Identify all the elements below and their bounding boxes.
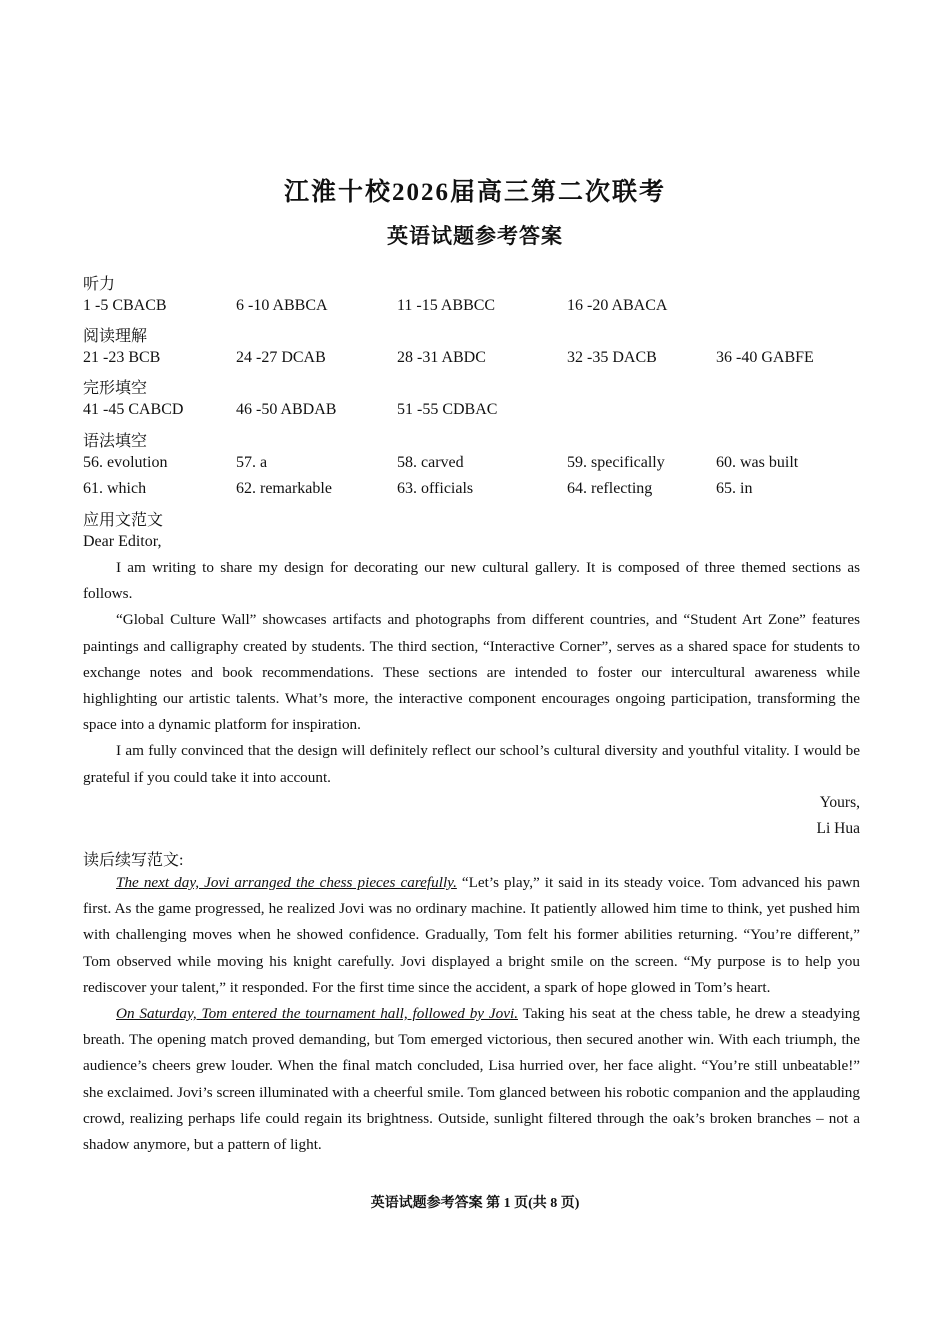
page-subtitle: 英语试题参考答案 bbox=[387, 224, 563, 248]
letter-paragraph: I am fully convinced that the design will definitely reflect our school’s cultural diversity and youthful vitality. I would be grateful if you could take it into account. bbox=[83, 742, 860, 786]
answer-item: 63. officials bbox=[397, 480, 474, 497]
answer-group: 21 -23 BCB bbox=[83, 349, 161, 366]
letter-paragraph: “Global Culture Wall” showcases artifacts and photographs from different countries, and “Student Art Zone” features paintings and calligraphy created by students. The third section, “Interactive Corner”, serves as a shared space for students to exchange notes and book recommendations. These sections are intended to foster our intercultural awareness while highlighting our artistic talents. What’s more, the interactive component encourages ongoing participation, transforming the space into a dynamic platform for inspiration. bbox=[83, 611, 860, 734]
letter-body bbox=[83, 555, 860, 791]
answer-row-reading bbox=[83, 349, 883, 371]
section-heading-cloze: 完形填空 bbox=[83, 380, 148, 397]
answer-item: 62. remarkable bbox=[236, 480, 332, 497]
continuation-paragraph bbox=[83, 1001, 860, 1158]
section-heading-reading: 阅读理解 bbox=[83, 328, 148, 345]
given-opening-sentence: The next day, Jovi arranged the chess pieces carefully. bbox=[116, 874, 457, 891]
answer-group: 28 -31 ABDC bbox=[397, 349, 486, 366]
answer-row-cloze bbox=[83, 401, 883, 423]
continuation-body bbox=[83, 870, 860, 1158]
answer-item: 64. reflecting bbox=[567, 480, 653, 497]
answer-row-grammar-1 bbox=[83, 454, 883, 476]
answer-item: 58. carved bbox=[397, 454, 464, 471]
answer-group: 36 -40 GABFE bbox=[716, 349, 814, 366]
page-title: 江淮十校2026届高三第二次联考 bbox=[283, 179, 666, 206]
answer-item: 56. evolution bbox=[83, 454, 168, 471]
continuation-paragraph bbox=[83, 870, 860, 1001]
answer-group: 24 -27 DCAB bbox=[236, 349, 326, 366]
answer-item: 57. a bbox=[236, 454, 268, 471]
letter-signature: Li Hua bbox=[816, 820, 860, 837]
answer-row-grammar-2 bbox=[83, 480, 883, 502]
letter-greeting: Dear Editor, bbox=[83, 533, 162, 550]
section-heading-writing: 应用文范文 bbox=[83, 512, 164, 529]
answer-item: 65. in bbox=[716, 480, 753, 497]
answer-row-listening bbox=[83, 297, 883, 319]
section-heading-grammar: 语法填空 bbox=[83, 433, 148, 450]
paragraph-text: Taking his seat at the chess table, he drew a steadying breath. The opening match proved demanding, but Tom emerged victorious, then secured another win. With each triumph, the audience’s cheers grew louder. When the final match concluded, Lisa hurried over, her face alight. “You’re still unbeatable!” she exclaimed. Jovi’s screen illuminated with a cheerful smile. Tom glanced between his robotic companion and the applauding crowd, realizing perhaps life could regain its brightness. Outside, sunlight filtered through the oak’s broken branches – not a shadow anymore, but a pattern of light. bbox=[83, 1005, 860, 1154]
answer-group: 46 -50 ABDAB bbox=[236, 401, 337, 418]
paragraph-text: “Let’s play,” it said in its steady voice. Tom advanced his pawn first. As the game progressed, he realized Jovi was no ordinary machine. It patiently allowed him time to think, yet pushed him with challenging moves when he showed confidence. Gradually, Tom felt his former abilities returning. “You’re different,” Tom observed while moving his knight carefully. Jovi displayed a bright smile on the screen. “My purpose is to help you rediscover your talent,” it responded. For the first time since the accident, a spark of hope glowed in Tom’s heart. bbox=[83, 874, 860, 996]
letter-closing: Yours, bbox=[819, 794, 860, 811]
answer-item: 59. specifically bbox=[567, 454, 665, 471]
answer-item: 60. was built bbox=[716, 454, 799, 471]
page-footer: 英语试题参考答案 第 1 页(共 8 页) bbox=[370, 1196, 580, 1211]
answer-group: 6 -10 ABBCA bbox=[236, 297, 328, 314]
section-heading-continuation: 读后续写范文: bbox=[83, 852, 184, 869]
answer-group: 11 -15 ABBCC bbox=[397, 297, 496, 314]
letter-paragraph: I am writing to share my design for decorating our new cultural gallery. It is composed of three themed sections as follows. bbox=[83, 559, 860, 603]
answer-group: 41 -45 CABCD bbox=[83, 401, 184, 418]
given-opening-sentence: On Saturday, Tom entered the tournament hall, followed by Jovi. bbox=[116, 1005, 518, 1023]
answer-group: 1 -5 CBACB bbox=[83, 297, 167, 314]
answer-item: 61. which bbox=[83, 480, 147, 497]
answer-group: 16 -20 ABACA bbox=[567, 297, 668, 314]
answer-group: 32 -35 DACB bbox=[567, 349, 657, 366]
answer-group: 51 -55 CDBAC bbox=[397, 401, 498, 418]
section-heading-listening: 听力 bbox=[83, 276, 116, 293]
